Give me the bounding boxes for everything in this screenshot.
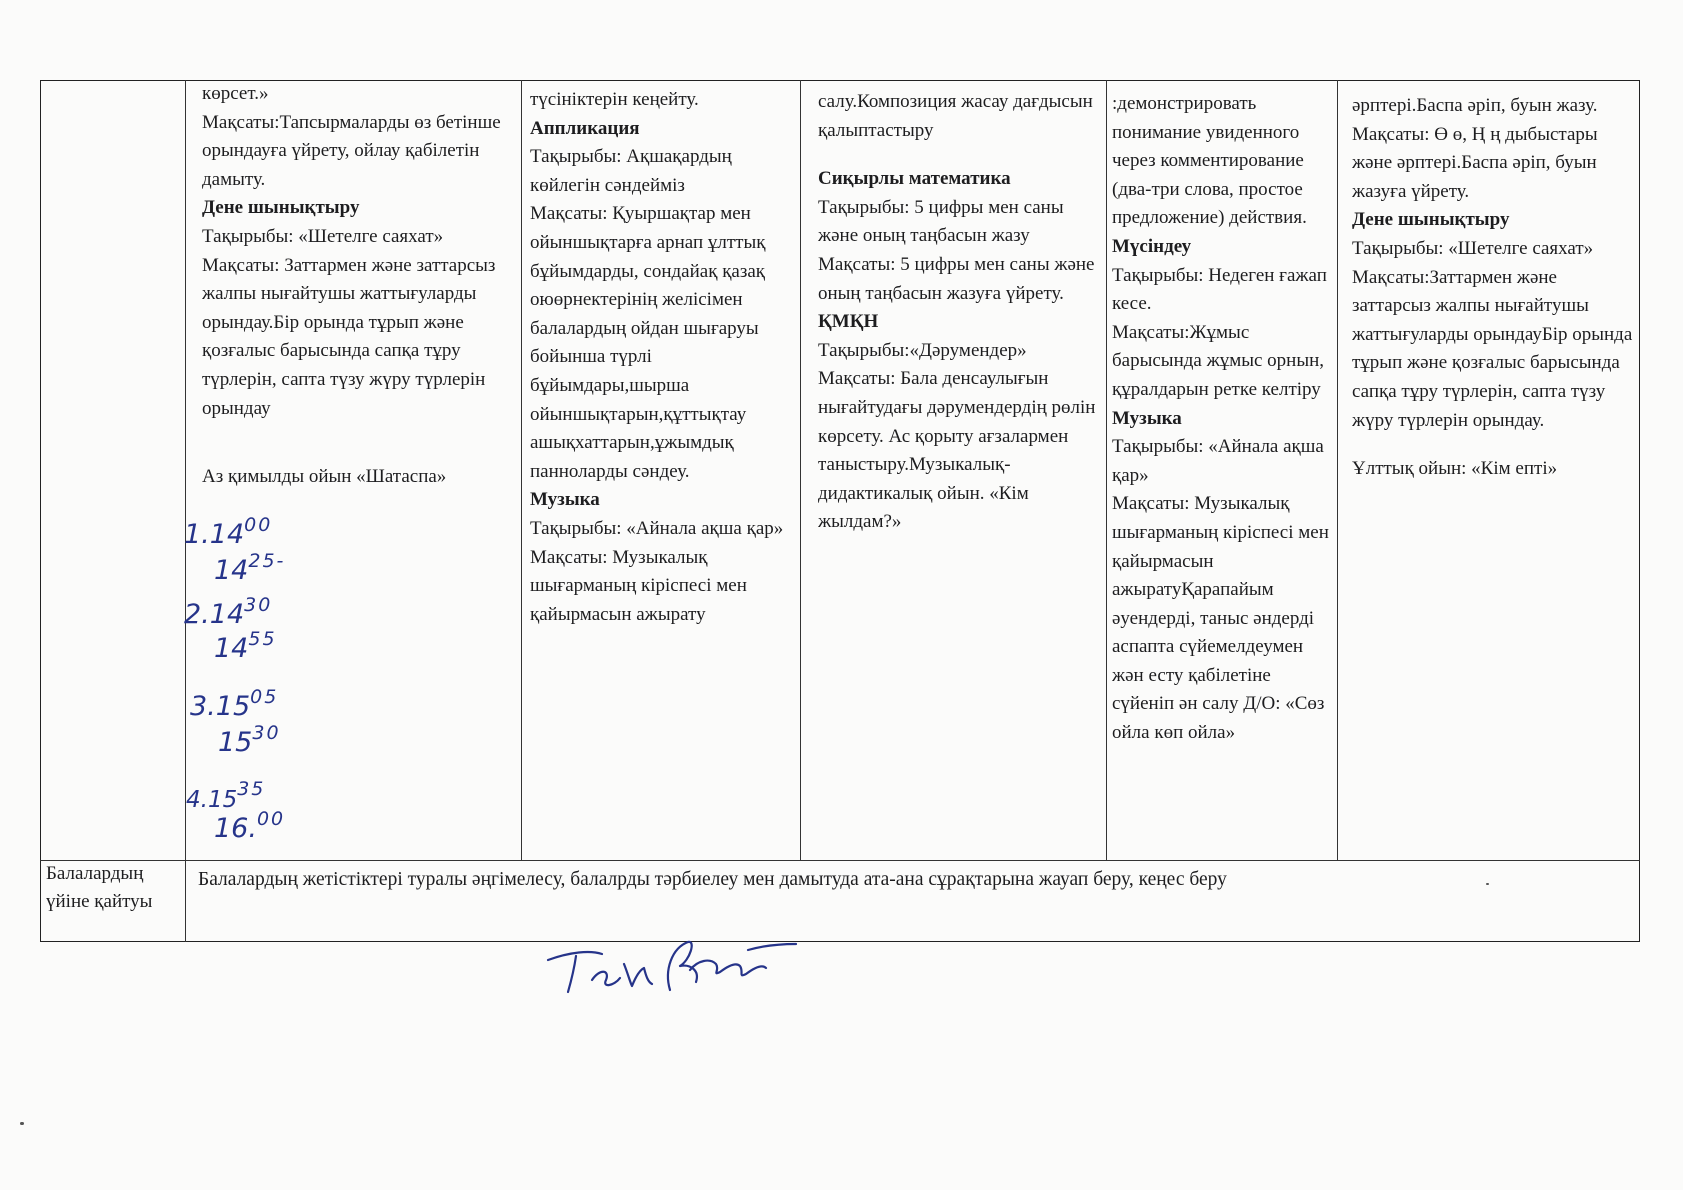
paragraph-gap — [1352, 435, 1634, 455]
section-heading: Сиқырлы математика — [818, 168, 1011, 190]
paragraph: Мақсаты: Қуыршақтар мен ойыншықтарға арнап ұлттық бұйымдарды, сондайақ қазақ оюөрнектерінің желісімен балалардың ойдан шығаруы бойынша түрлі бұйымдары,шырша ойыншықтарын,құттықтау ашықхаттарын,ұжымдық панноларды сәндеу. — [530, 203, 766, 482]
paragraph: Тақырыбы: 5 цифры мен саны және оның таңбасын жазу — [818, 196, 1064, 247]
paragraph: Мақсаты: Бала денсаулығын нығайтудағы дәрумендердің рөлін көрсету. Ас қорыту ағзалармен таныстыру.Музыкалық-дидактикалық ойын. «Кім жылдам?» — [818, 368, 1096, 533]
row-divider — [40, 860, 1640, 861]
handwritten-time: 14 — [214, 633, 249, 664]
paragraph: көрсет.» — [202, 83, 269, 104]
signature-icon — [540, 930, 820, 1010]
scan-speck — [20, 1122, 24, 1125]
column-divider — [521, 80, 522, 860]
scan-speck — [1486, 883, 1489, 885]
column-3-cell — [818, 88, 1100, 628]
paragraph: Мақсаты: Музыкалық шығарманың кіріспесі мен қайырмасын ажыратуҚарапайым әуендерді, таныс әндерді аспапта сүйемелдеумен жән есту қабілетіне сүйеніп ән салу Д/О: «Сөз ойла көп ойла» — [1112, 493, 1329, 744]
handwritten-time-minutes: 35 — [237, 778, 266, 800]
section-heading: Музыка — [1112, 407, 1182, 429]
handwritten-time: 4.15 — [186, 787, 238, 813]
paragraph: Тақырыбы: «Шетелге саяхат» — [1352, 237, 1594, 259]
handwritten-time: 14 — [214, 555, 249, 586]
column-4-cell — [1112, 90, 1336, 860]
paragraph: салу.Композиция жасау дағдысын қалыптастыру — [818, 91, 1093, 141]
handwritten-time-minutes: 30 — [252, 722, 281, 744]
paragraph: Мақсаты: 5 цифры мен саны және оның таңбасын жазуға үйрету. — [818, 253, 1095, 304]
section-heading: Мүсіндеу — [1112, 235, 1192, 257]
row-text-going-home: Балалардың жетістіктері туралы әңгімелесу, балалрды тәрбиелеу мен дамытуда ата-ана сұрақтарына жауап беру, кеңес беру — [198, 869, 1227, 890]
paragraph: Мақсаты:Заттармен және заттарсыз жалпы нығайтушы жаттығуларды орындауБір орында тұрып және қозғалыс барысында сапқа тұру түрлерін, сапта түзу жүру түрлерін орындау. — [1352, 266, 1633, 431]
handwritten-time-minutes: 00 — [256, 808, 286, 830]
column-1-cell — [202, 80, 514, 520]
handwritten-time-minutes: 55 — [248, 628, 277, 650]
paragraph: Мақсаты: Музыкалық шығарманың кіріспесі мен қайырмасын ажырату — [530, 546, 747, 625]
row-label-going-home: Балалардың үйіне қайтуы — [46, 863, 153, 912]
paragraph-gap — [818, 145, 1100, 165]
section-heading: ҚМҚН — [818, 311, 879, 333]
paragraph: Мақсаты: Заттармен және заттарсыз жалпы нығайтушы жаттығуларды орындау.Бір орында тұрып және қозғалыс барысында сапқа тұру түрлерін, сапта түзу жүру түрлерін орындау — [202, 254, 496, 419]
handwritten-time: 2.14 — [184, 599, 245, 630]
column-5-cell — [1352, 92, 1634, 632]
handwritten-time-minutes: 00 — [244, 514, 273, 536]
handwritten-time-minutes: 30 — [244, 594, 273, 616]
section-heading: Музыка — [530, 489, 600, 511]
paragraph: Мақсаты:Жұмыс барысында жұмыс орнын, құралдарын ретке келтіру — [1112, 321, 1325, 400]
section-heading: Дене шынықтыру — [202, 197, 360, 219]
handwritten-time-minutes: 05 — [250, 686, 279, 708]
section-heading: Аппликация — [530, 117, 640, 139]
section-heading: Дене шынықтыру — [1352, 209, 1510, 231]
paragraph: Мақсаты: Ө ө, Ң ң дыбыстары және әрптері.Баспа әріп, буын жазуға үйрету. — [1352, 123, 1598, 202]
handwritten-time: 3.15 — [190, 691, 251, 722]
paragraph: әрптері.Баспа әріп, буын жазу. — [1352, 95, 1598, 116]
paragraph: Тақырыбы: «Айнала ақша қар» — [1112, 436, 1324, 486]
handwritten-time: 1.14 — [184, 519, 245, 550]
handwritten-time-minutes: 25- — [248, 550, 286, 572]
paragraph: Тақырыбы: «Шетелге саяхат» — [202, 225, 444, 247]
handwritten-time: 15 — [218, 727, 253, 758]
paragraph-gap — [202, 423, 514, 463]
paragraph: :демонстрировать понимание увиденного через комментирование (два-три слова, простое предложение) действия. — [1112, 93, 1307, 229]
paragraph: Ұлттық ойын: «Кім епті» — [1352, 458, 1558, 480]
column-divider — [1337, 80, 1338, 860]
paragraph: түсініктерін кеңейту. — [530, 89, 699, 110]
paragraph: Аз қимылды ойын «Шатаспа» — [202, 466, 447, 488]
paragraph: Тақырыбы: «Айнала ақша қар» — [530, 517, 784, 539]
column-divider — [800, 80, 801, 860]
paragraph: Тақырыбы:«Дәрумендер» — [818, 339, 1027, 361]
column-divider — [1106, 80, 1107, 860]
column-2-cell — [530, 86, 794, 686]
paragraph: Тақырыбы: Ақшақардың көйлегін сәндейміз — [530, 146, 732, 196]
paragraph: Мақсаты:Тапсырмаларды өз бетінше орындауға үйрету, ойлау қабілетін дамыту. — [202, 111, 501, 190]
paragraph: Тақырыбы: Недеген ғажап кесе. — [1112, 264, 1327, 315]
handwritten-time: 16. — [214, 813, 257, 844]
